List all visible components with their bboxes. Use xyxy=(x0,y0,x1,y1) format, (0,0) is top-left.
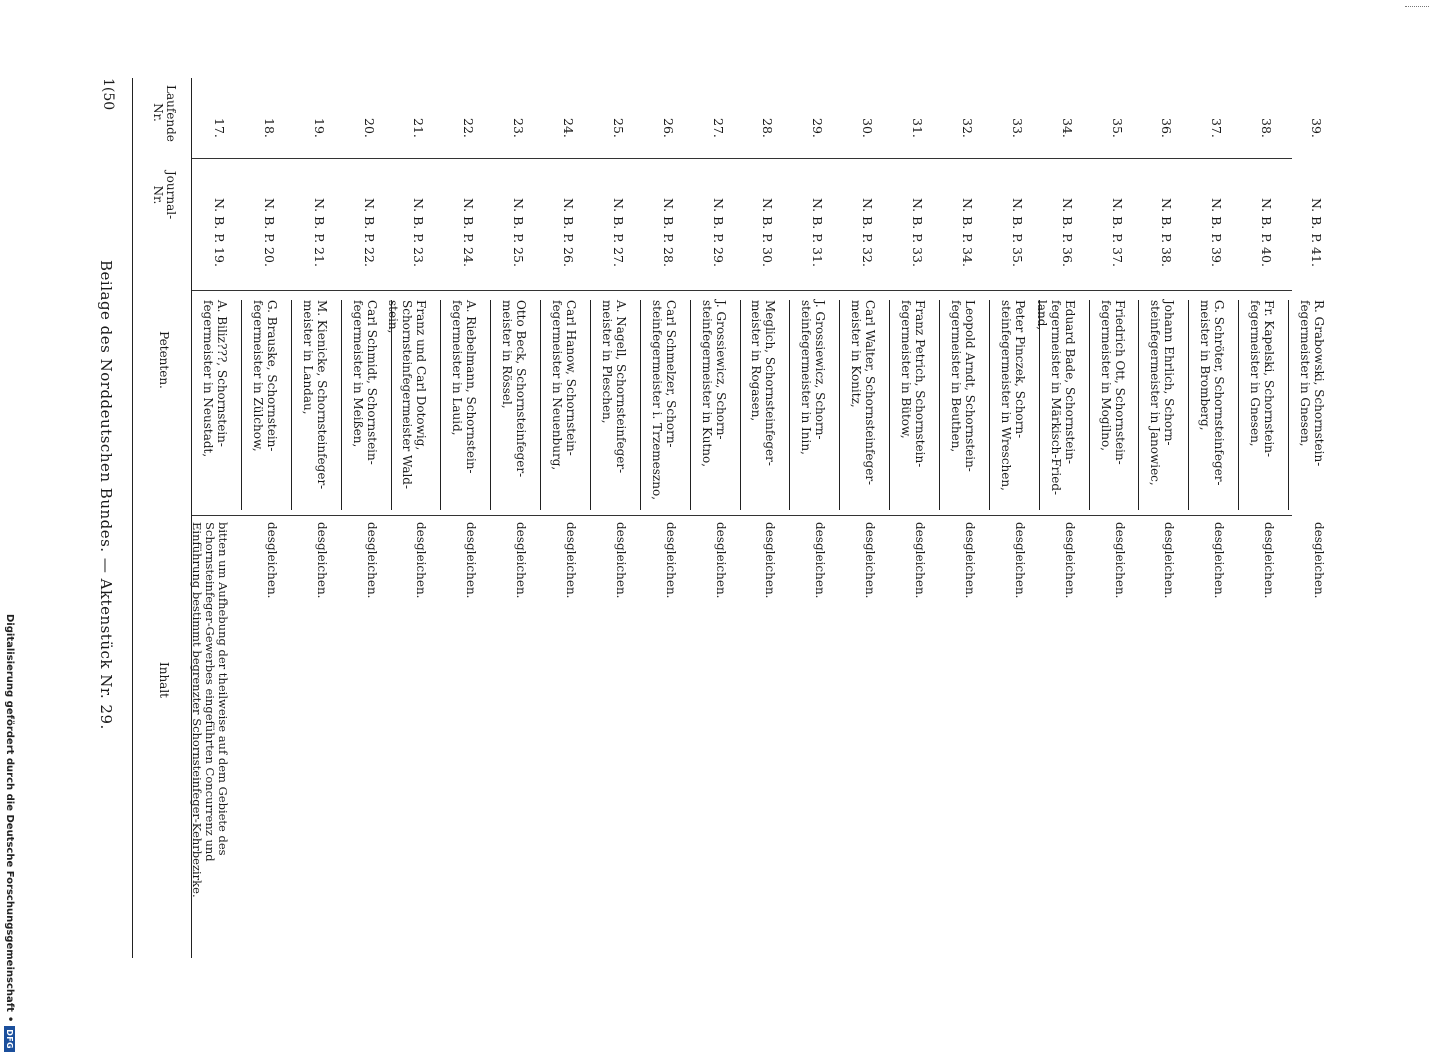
petitioner: A. Biliz???, Schornstein- fegermeister in Neustadt, xyxy=(201,300,229,458)
row-separator xyxy=(789,300,790,510)
petitioner: Peter Pinczek, Schorn- steinfegermeister in Wreschen, xyxy=(998,300,1027,491)
row-separator xyxy=(341,300,342,510)
petitioner: Franz Petrich, Schornstein- fegermeister in Bütow, xyxy=(899,300,928,468)
petitioner: Eduard Bade, Schornstein- fegermeister in Märkisch-Fried- land, xyxy=(1034,300,1077,496)
row-number: 17. xyxy=(212,118,227,138)
petition-content: desgleichen. xyxy=(813,522,828,599)
column-divider xyxy=(192,290,1292,291)
row-separator xyxy=(889,300,890,510)
petitioner: Carl Hanow, Schornstein- fegermeister in Neuenburg, xyxy=(550,300,579,471)
petitioner: Meglich, Schornsteinfeger- meister in Rogasen, xyxy=(749,300,778,466)
row-number: 18. xyxy=(261,118,277,138)
row-number: 36. xyxy=(1159,118,1175,138)
dfg-logo: DFG xyxy=(5,1026,16,1052)
page-heading: Beilage des Norddeutschen Bundes. — Aktenstück Nr. 29. xyxy=(97,260,115,730)
petitioner: Carl Schmelzer, Schorn- steinfegermeister i. Trzemeszno, xyxy=(649,300,678,501)
row-number: 35. xyxy=(1109,118,1125,138)
row-separator xyxy=(1238,300,1239,510)
petition-content: desgleichen. xyxy=(464,522,479,599)
journal-number: N. B. P. 24. xyxy=(461,198,477,267)
petitioner: Franz und Carl Dotowig, Schornsteinfegermeister Wald- stein, xyxy=(386,300,429,490)
column-header-petenten: Petenten. xyxy=(157,331,171,389)
petition-content: desgleichen. xyxy=(962,522,977,599)
row-number: 29. xyxy=(810,118,826,138)
journal-number: N. B. P. 25. xyxy=(511,198,527,267)
journal-number: N. B. P. 32. xyxy=(860,198,876,267)
petition-content: bitten um Aufhebung der theilweise auf dem Gebiete des Schornsteinfeger-Gewerbes eingeführten Concurrenz und Einführung bestimmt begrenzter Schornsteinfeger-Kehrbezirke. xyxy=(190,522,230,898)
row-number: 37. xyxy=(1209,118,1225,138)
row-separator xyxy=(1138,300,1139,510)
journal-number: N. B. P. 21. xyxy=(311,198,327,267)
row-number: 28. xyxy=(760,118,776,138)
row-separator xyxy=(640,300,641,510)
journal-number: N. B. P. 38. xyxy=(1159,198,1175,267)
petitioner: Leopold Arndt, Schornstein- fegermeister in Beuthen, xyxy=(948,300,977,472)
row-separator xyxy=(490,300,491,510)
row-number: 32. xyxy=(959,118,975,138)
row-number: 38. xyxy=(1259,118,1275,138)
journal-number: N. B. P. 39. xyxy=(1209,198,1225,267)
row-separator xyxy=(939,300,940,510)
row-number: 20. xyxy=(361,118,377,138)
petition-content: desgleichen. xyxy=(514,522,529,599)
page-number: 1(50 xyxy=(100,78,116,111)
petition-content: desgleichen. xyxy=(1262,522,1277,599)
petitioner: A. Riebelmann, Schornstein- fegermeister in Lauid, xyxy=(450,300,479,474)
row-separator xyxy=(839,300,840,510)
row-number: 19. xyxy=(311,118,327,138)
row-number: 33. xyxy=(1009,118,1025,138)
petitioner: R. Grabowski, Schornstein- fegermeister in Gnesen, xyxy=(1298,300,1326,467)
petitioner: Friedrich Ott, Schornstein- fegermeister in Mogilno, xyxy=(1098,300,1127,465)
journal-number: N. B. P. 19. xyxy=(212,198,227,267)
petition-content: desgleichen. xyxy=(314,522,329,599)
column-divider xyxy=(192,515,1292,516)
row-number: 27. xyxy=(710,118,726,138)
petitioner: Carl Schmidt, Schornstein- fegermeister in Meißen, xyxy=(350,300,379,465)
row-separator xyxy=(989,300,990,510)
header-rule xyxy=(132,78,133,958)
row-separator xyxy=(540,300,541,510)
petitioner: G. Schröter, Schornsteinfeger- meister in Bromberg, xyxy=(1198,300,1227,486)
petitioner: Otto Beck, Schornsteinfeger- meister in Rössel, xyxy=(500,300,529,478)
journal-number: N. B. P. 40. xyxy=(1259,198,1275,267)
footer: Digitalisierung gefördert durch die Deutsche Forschungsgemeinschaft • DFG xyxy=(0,600,18,1000)
journal-number: N. B. P. 30. xyxy=(760,198,776,267)
column-header-laufende-nr: Laufende Nr. xyxy=(151,85,178,142)
scan-mark xyxy=(1405,6,1429,17)
journal-number: N. B. P. 28. xyxy=(660,198,676,267)
journal-number: N. B. P. 27. xyxy=(610,198,626,267)
petition-content: desgleichen. xyxy=(264,522,279,599)
petition-content: desgleichen. xyxy=(613,522,628,599)
petitioner: M. Kienicke, Schornsteinfeger- meister in Landau, xyxy=(300,300,329,490)
row-separator xyxy=(690,300,691,510)
row-number: 24. xyxy=(561,118,577,138)
petitioner: A. Nagell, Schornsteinfeger- meister in Pleschen, xyxy=(599,300,628,474)
petition-content: desgleichen. xyxy=(763,522,778,599)
petition-content: desgleichen. xyxy=(1312,522,1326,599)
journal-number: N. B. P. 37. xyxy=(1109,198,1125,267)
journal-number: N. B. P. 23. xyxy=(411,198,427,267)
petitioner: Carl Walter, Schornsteinfeger- meister in Konitz, xyxy=(849,300,878,486)
column-header-journal-nr: Journal- Nr. xyxy=(151,170,178,220)
journal-number: N. B. P. 34. xyxy=(959,198,975,267)
row-separator xyxy=(1188,300,1189,510)
journal-number: N. B. P. 20. xyxy=(261,198,277,267)
row-separator xyxy=(590,300,591,510)
column-divider xyxy=(192,158,1292,159)
petition-content: desgleichen. xyxy=(1112,522,1127,599)
journal-number: N. B. P. 31. xyxy=(810,198,826,267)
journal-number: N. B. P. 29. xyxy=(710,198,726,267)
row-separator xyxy=(241,300,242,510)
row-number: 25. xyxy=(610,118,626,138)
petition-content: desgleichen. xyxy=(713,522,728,599)
row-number: 23. xyxy=(511,118,527,138)
row-number: 22. xyxy=(461,118,477,138)
footer-text: Digitalisierung gefördert durch die Deutsche Forschungsgemeinschaft xyxy=(4,614,16,1012)
journal-number: N. B. P. 26. xyxy=(561,198,577,267)
petition-content: desgleichen. xyxy=(863,522,878,599)
petition-content: desgleichen. xyxy=(1212,522,1227,599)
journal-number: N. B. P. 36. xyxy=(1059,198,1075,267)
row-number: 34. xyxy=(1059,118,1075,138)
petition-content: desgleichen. xyxy=(364,522,379,599)
row-separator xyxy=(740,300,741,510)
row-separator xyxy=(1089,300,1090,510)
petition-content: desgleichen. xyxy=(564,522,579,599)
journal-number: N. B. P. 22. xyxy=(361,198,377,267)
row-separator xyxy=(1288,300,1289,510)
journal-number: N. B. P. 41. xyxy=(1309,198,1324,267)
row-number: 31. xyxy=(910,118,926,138)
petition-content: desgleichen. xyxy=(1012,522,1027,599)
petition-content: desgleichen. xyxy=(414,522,429,599)
row-separator xyxy=(291,300,292,510)
journal-number: N. B. P. 35. xyxy=(1009,198,1025,267)
row-number: 21. xyxy=(411,118,427,138)
petitioner: Fr. Kapelski, Schornstein- fegermeister in Gnesen, xyxy=(1248,300,1277,458)
petitioner: J. Grossiewicz, Schorn- steinfegermeister in Inin, xyxy=(799,300,828,455)
petitioner: G. Brauske, Schornstein- fegermeister in Zülchow, xyxy=(250,300,279,452)
row-number: 39. xyxy=(1309,118,1324,138)
column-header-inhalt: Inhalt xyxy=(157,661,171,698)
journal-number: N. B. P. 33. xyxy=(910,198,926,267)
row-number: 26. xyxy=(660,118,676,138)
row-separator xyxy=(440,300,441,510)
petition-content: desgleichen. xyxy=(913,522,928,599)
petition-content: desgleichen. xyxy=(663,522,678,599)
petitioner: Johann Ehrlich, Schorn- steinfegermeister in Janowiec, xyxy=(1148,300,1177,486)
petitioner: J. Grossiewicz, Schorn- steinfegermeister in Kutno, xyxy=(699,300,728,468)
row-number: 30. xyxy=(860,118,876,138)
petition-content: desgleichen. xyxy=(1162,522,1177,599)
petition-content: desgleichen. xyxy=(1062,522,1077,599)
